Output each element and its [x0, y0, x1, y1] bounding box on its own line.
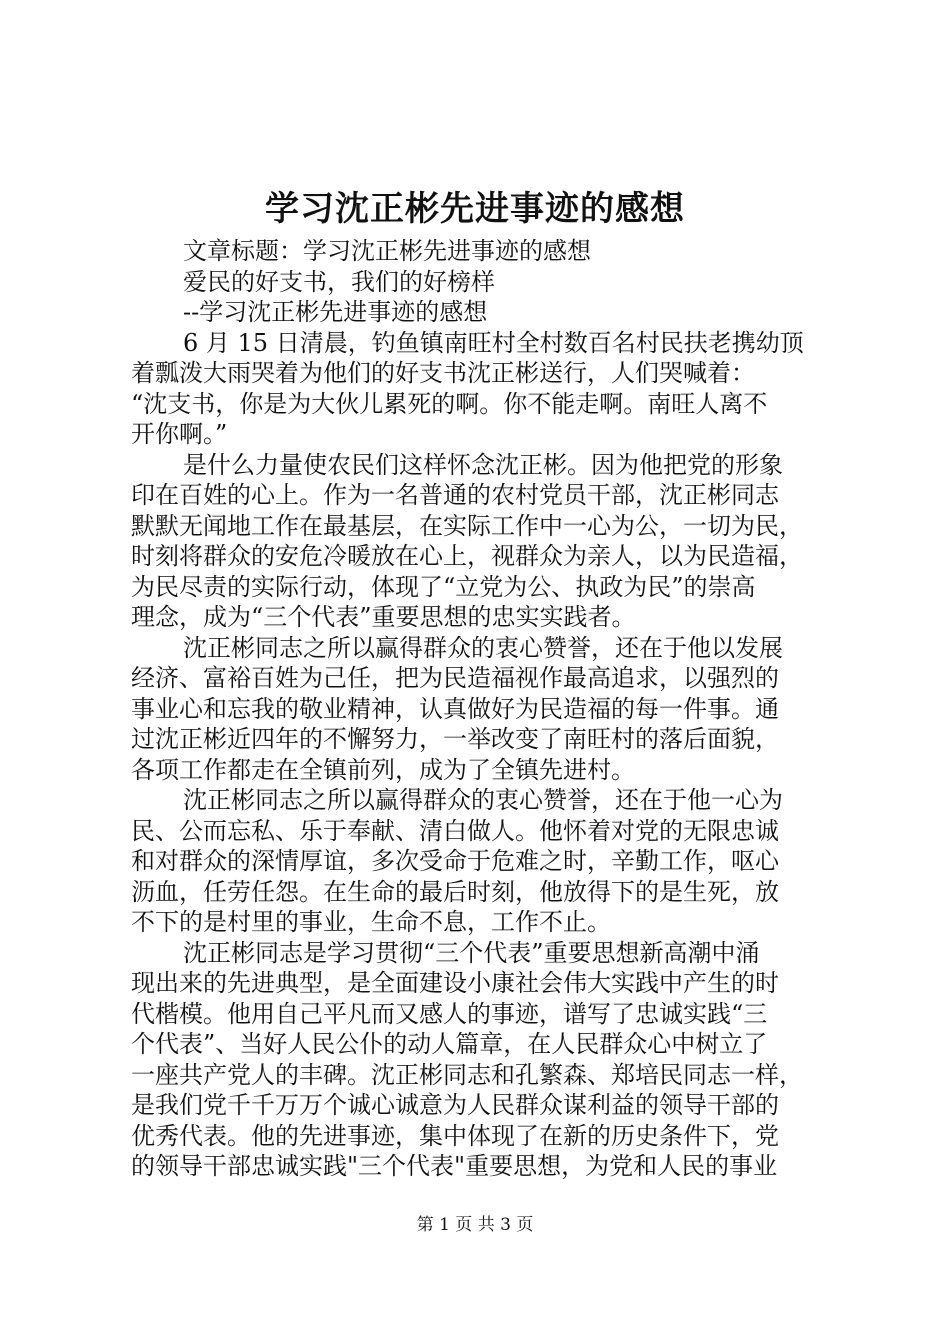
- text-line: 事业心和忘我的敬业精神，认真做好为民造福的每一件事。通: [131, 694, 779, 723]
- text-line: 沥血，任劳任怨。在生命的最后时刻，他放得下的是生死，放: [131, 877, 779, 906]
- text-line: 文章标题：学习沈正彬先进事迹的感想: [183, 237, 591, 265]
- text-line: 是我们党千千万万个诚心诚意为人民群众谋利益的领导干部的: [131, 1091, 779, 1119]
- text-line: 的领导干部忠诚实践"三个代表"重要思想，为党和人民的事业: [131, 1152, 778, 1180]
- text-line: 和对群众的深情厚谊，多次受命于危难之时，辛勤工作，呕心: [131, 847, 779, 875]
- text-line: 现出来的先进典型，是全面建设小康社会伟大实践中产生的时: [131, 969, 779, 997]
- text-line: 6 月 15 日清晨，钓鱼镇南旺村全村数百名村民扶老携幼顶: [183, 328, 804, 357]
- text-line: 为民尽责的实际行动，体现了“立党为公、执政为民”的崇高: [131, 572, 756, 601]
- text-line: 是什么力量使农民们这样怀念沈正彬。因为他把党的形象: [183, 450, 783, 479]
- text-line: 沈正彬同志之所以赢得群众的衷心赞誉，还在于他一心为: [183, 786, 783, 814]
- page-footer: 第 1 页 共 3 页: [416, 1215, 534, 1235]
- text-line: 理念，成为“三个代表”重要思想的忠实实践者。: [131, 603, 636, 631]
- text-line: 民、公而忘私、乐于奉献、清白做人。他怀着对党的无限忠诚: [131, 816, 779, 845]
- text-line: 开你啊。”: [131, 420, 228, 448]
- text-line: --学习沈正彬先进事迹的感想: [183, 298, 488, 326]
- text-line: 时刻将群众的安危冷暖放在心上，视群众为亲人，以为民造福，: [131, 542, 803, 570]
- text-line: 爱民的好支书，我们的好榜样: [183, 267, 495, 296]
- text-line: 过沈正彬近四年的不懈努力，一举改变了南旺村的落后面貌，: [131, 725, 779, 753]
- text-line: 一座共产党人的丰碑。沈正彬同志和孔繁森、郑培民同志一样，: [131, 1060, 803, 1089]
- text-line: 个代表”、当好人民公仆的动人篇章，在人民群众心中树立了: [131, 1030, 768, 1058]
- text-line: 印在百姓的心上。作为一名普通的农村党员干部，沈正彬同志: [131, 481, 779, 509]
- text-line: 默默无闻地工作在最基层，在实际工作中一心为公，一切为民，: [131, 511, 803, 540]
- document-title: 学习沈正彬先进事迹的感想: [265, 189, 685, 229]
- text-line: 经济、富裕百姓为己任，把为民造福视作最高追求，以强烈的: [131, 664, 779, 692]
- text-line: 优秀代表。他的先进事迹，集中体现了在新的历史条件下，党: [131, 1121, 779, 1150]
- document-body: [131, 236, 831, 1182]
- text-line: 沈正彬同志之所以赢得群众的衷心赞誉，还在于他以发展: [183, 633, 783, 662]
- text-line: 代楷模。他用自己平凡而又感人的事迹，谱写了忠诚实践“三: [131, 999, 768, 1028]
- text-line: 各项工作都走在全镇前列，成为了全镇先进村。: [131, 755, 635, 784]
- text-line: 着瓢泼大雨哭着为他们的好支书沈正彬送行，人们哭喊着：: [131, 359, 755, 387]
- text-line: 沈正彬同志是学习贯彻“三个代表”重要思想新高潮中涌: [183, 938, 760, 967]
- text-line: “沈支书，你是为大伙儿累死的啊。你不能走啊。南旺人离不: [131, 389, 768, 418]
- text-line: 不下的是村里的事业，生命不息，工作不止。: [131, 908, 611, 936]
